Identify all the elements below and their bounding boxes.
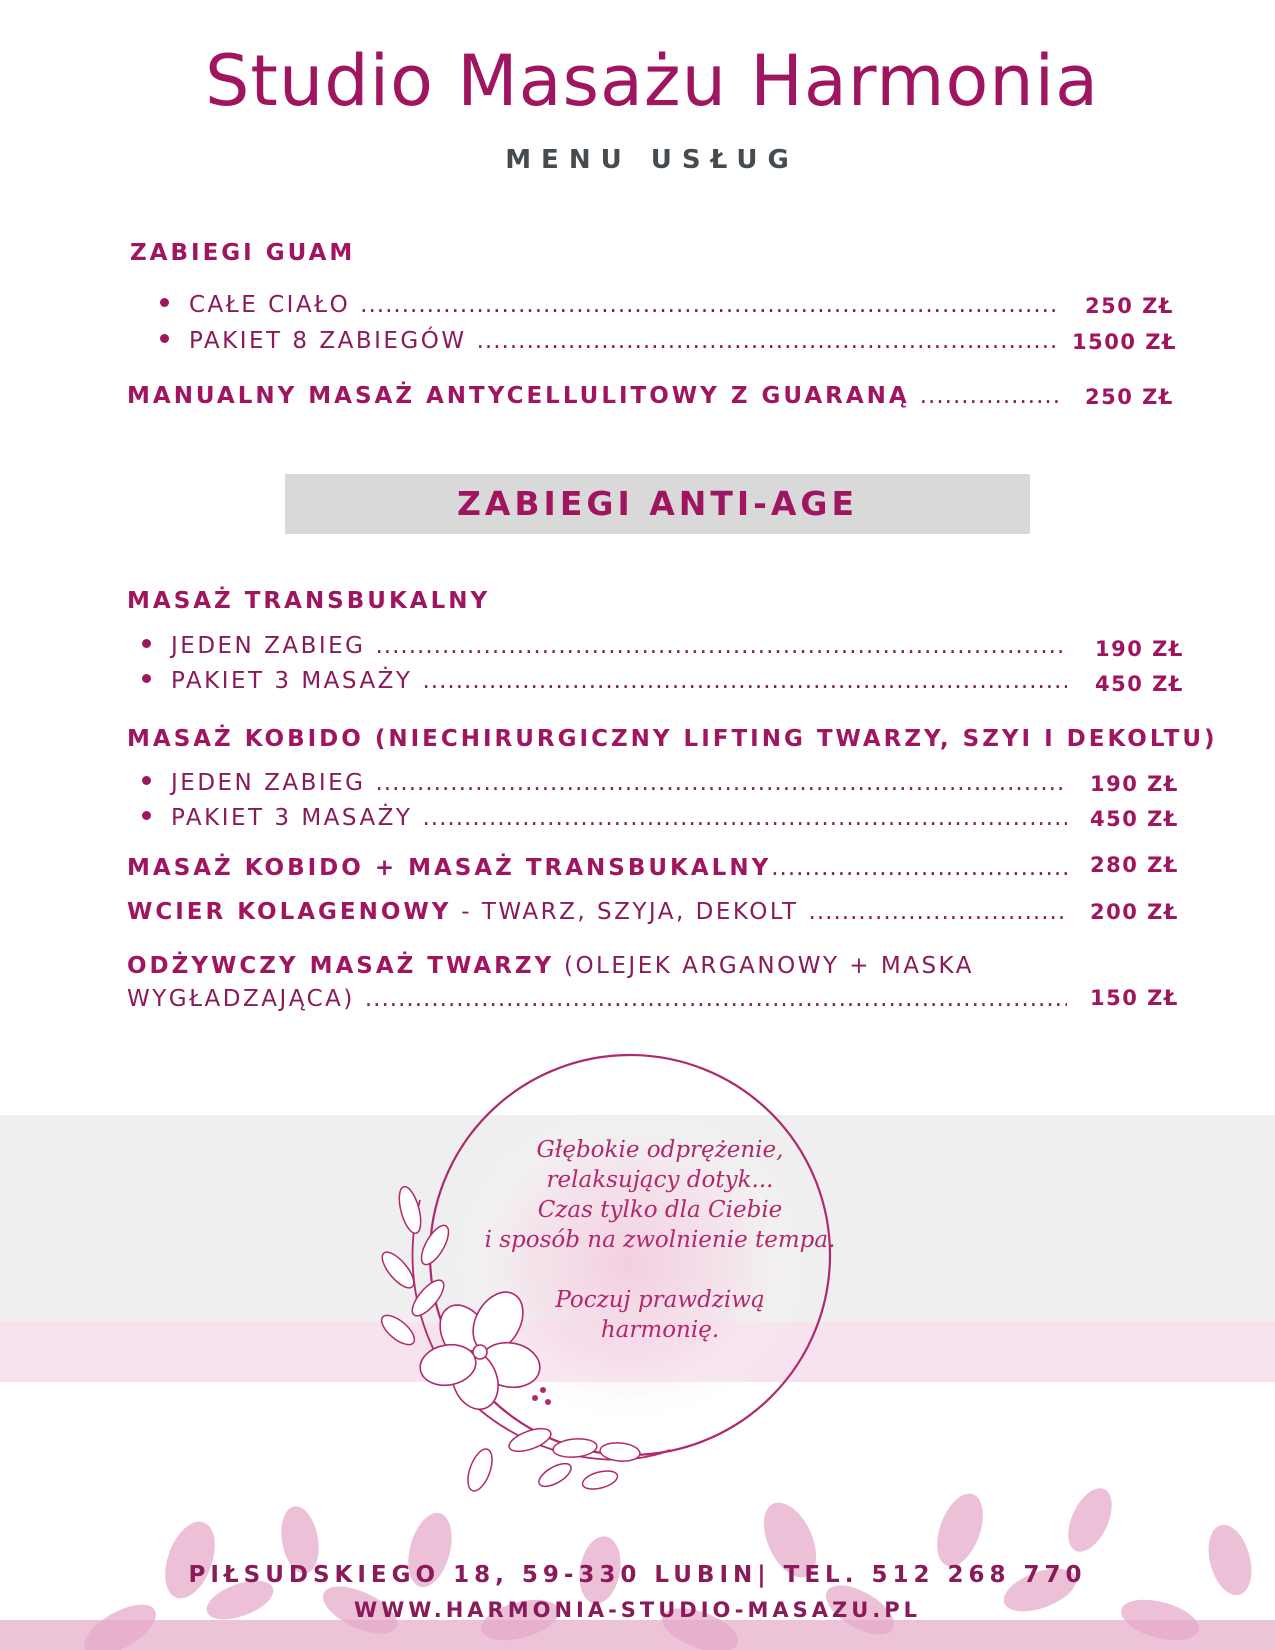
quote-line: relaksujący dotyk... — [546, 1167, 774, 1193]
quote-line: Czas tylko dla Ciebie — [537, 1197, 783, 1223]
item-name: JEDEN ZABIEG — [171, 633, 366, 659]
dot-leader — [360, 292, 1060, 318]
item-name: PAKIET 3 MASAŻY — [171, 668, 413, 694]
section-heading-guam: ZABIEGI GUAM — [130, 240, 356, 266]
item-detail: - TWARZ, SZYJA, DEKOLT — [461, 899, 799, 925]
list-item — [142, 668, 1067, 694]
section-heading-transbukalny: MASAŻ TRANSBUKALNY — [127, 588, 491, 614]
item-price: 280 ZŁ — [1090, 853, 1179, 877]
item-price: 250 ZŁ — [1085, 294, 1174, 318]
list-item — [142, 805, 1067, 831]
item-name: JEDEN ZABIEG — [171, 770, 366, 796]
page-title: Studio Masażu Harmonia — [204, 40, 1100, 122]
dot-leader — [809, 899, 1067, 925]
bullet-icon — [160, 298, 169, 307]
item-price: 190 ZŁ — [1095, 637, 1184, 661]
list-item-line2 — [127, 986, 1067, 1012]
item-price: 250 ZŁ — [1085, 385, 1174, 409]
bullet-icon — [142, 674, 151, 683]
list-item — [160, 292, 1060, 318]
dot-leader — [771, 855, 1067, 881]
item-name: MANUALNY MASAŻ ANTYCELLULITOWY Z GUARANĄ — [127, 383, 910, 409]
item-price: 450 ZŁ — [1095, 672, 1184, 696]
item-detail: WYGŁADZAJĄCA) — [127, 986, 355, 1012]
item-name: MASAŻ KOBIDO + MASAŻ TRANSBUKALNY — [127, 855, 772, 881]
dot-leader — [375, 633, 1067, 659]
bullet-icon — [142, 639, 151, 648]
dot-leader — [422, 668, 1067, 694]
section-banner-anti-age: ZABIEGI ANTI-AGE — [285, 474, 1030, 534]
item-price: 190 ZŁ — [1090, 772, 1179, 796]
item-price: 1500 ZŁ — [1072, 330, 1177, 354]
item-price: 150 ZŁ — [1090, 986, 1179, 1010]
footer-website-link[interactable]: WWW.HARMONIA-STUDIO-MASAZU.PL — [353, 1598, 922, 1622]
quote-line: harmonię. — [600, 1317, 720, 1343]
item-name: WCIER KOLAGENOWY — [127, 899, 452, 925]
list-item-line1 — [127, 953, 1067, 979]
item-name: ODŻYWCZY MASAŻ TWARZY — [127, 953, 555, 979]
quote-line: Poczuj prawdziwą — [555, 1287, 765, 1313]
page-subtitle: MENU USŁUG — [505, 145, 799, 175]
item-price: 450 ZŁ — [1090, 807, 1179, 831]
bullet-icon — [142, 811, 151, 820]
item-name: CAŁE CIAŁO — [189, 292, 351, 318]
list-item — [142, 633, 1067, 659]
dot-leader — [375, 770, 1067, 796]
bullet-icon — [160, 334, 169, 343]
quote-line: Głębokie odprężenie, — [536, 1137, 784, 1163]
list-item — [127, 383, 1060, 409]
footer-address: PIŁSUDSKIEGO 18, 59-330 LUBIN| TEL. 512 268 770 — [188, 1562, 1087, 1588]
item-price: 200 ZŁ — [1090, 900, 1179, 924]
dot-leader — [365, 986, 1067, 1012]
quote-line: i sposób na zwolnienie tempa. — [484, 1227, 836, 1253]
list-item — [142, 770, 1067, 796]
dot-leader — [920, 383, 1060, 409]
item-detail: (OLEJEK ARGANOWY + MASKA — [563, 953, 974, 979]
list-item — [127, 899, 1067, 925]
item-name: PAKIET 8 ZABIEGÓW — [189, 328, 467, 354]
quote-block — [450, 1135, 870, 1345]
bullet-icon — [142, 776, 151, 785]
dot-leader — [477, 328, 1060, 354]
section-heading-kobido: MASAŻ KOBIDO (NIECHIRURGICZNY LIFTING TWARZY, SZYI I DEKOLTU) — [127, 726, 1218, 752]
item-name: PAKIET 3 MASAŻY — [171, 805, 413, 831]
list-item — [127, 855, 1067, 881]
dot-leader — [422, 805, 1067, 831]
list-item — [160, 328, 1060, 354]
quote-spacer — [450, 1255, 870, 1285]
